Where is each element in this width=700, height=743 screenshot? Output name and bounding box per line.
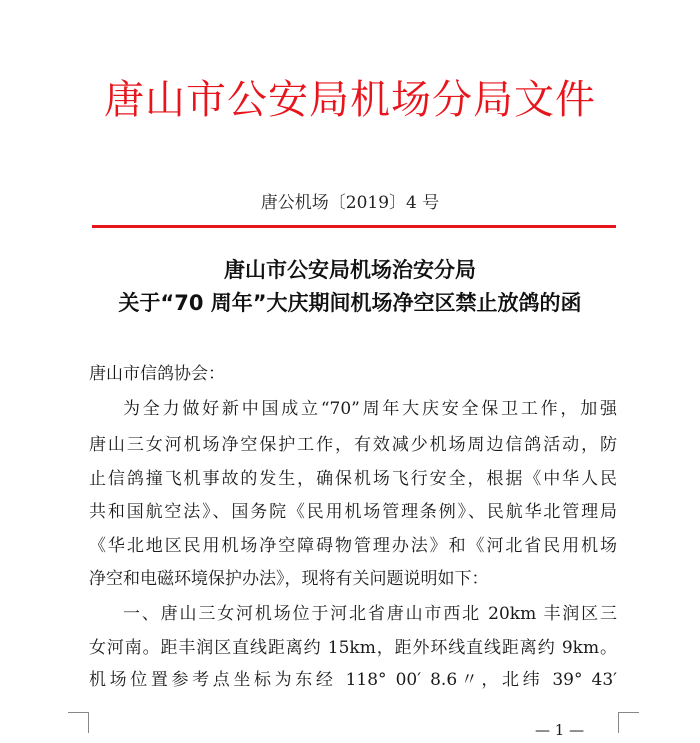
subject-line-2: 关于“70 周年”大庆期间机场净空区禁止放鸽的函 <box>118 291 582 315</box>
crop-mark-left <box>68 712 89 733</box>
body-paragraph-line: 机场位置参考点坐标为东经 118° 00′ 8.6〃，北纬 39° 43′ <box>89 670 617 690</box>
document-number: 唐公机场〔2019〕4 号 <box>260 193 440 213</box>
body-paragraph-line: 为全力做好新中国成立“70”周年大庆安全保卫工作，加强 <box>123 399 617 419</box>
body-paragraph-line: 止信鸽撞飞机事故的发生，确保机场飞行安全，根据《中华人民 <box>89 469 617 489</box>
page-number: — 1 — <box>535 721 585 739</box>
body-paragraph-line: 一、唐山三女河机场位于河北省唐山市西北 20km 丰润区三 <box>123 604 617 624</box>
red-divider-line <box>92 225 616 228</box>
body-paragraph-line: 《华北地区民用机场净空障碍物管理办法》和《河北省民用机场 <box>89 536 617 556</box>
body-paragraph-line: 净空和电磁环境保护办法》，现将有关问题说明如下： <box>89 569 489 589</box>
subject-line-1: 唐山市公安局机场治安分局 <box>224 258 476 282</box>
crop-mark-right <box>618 712 639 733</box>
body-paragraph-line: 共和国航空法》、国务院《民用机场管理条例》、民航华北管理局 <box>89 502 617 522</box>
document-header-title: 唐山市公安局机场分局文件 <box>104 77 596 123</box>
body-paragraph-line: 唐山三女河机场净空保护工作，有效减少机场周边信鸽活动，防 <box>89 435 617 455</box>
body-paragraph-line: 女河南。距丰润区直线距离约 15km，距外环线直线距离约 9km。 <box>89 638 617 658</box>
addressee: 唐山市信鸽协会： <box>89 364 225 384</box>
